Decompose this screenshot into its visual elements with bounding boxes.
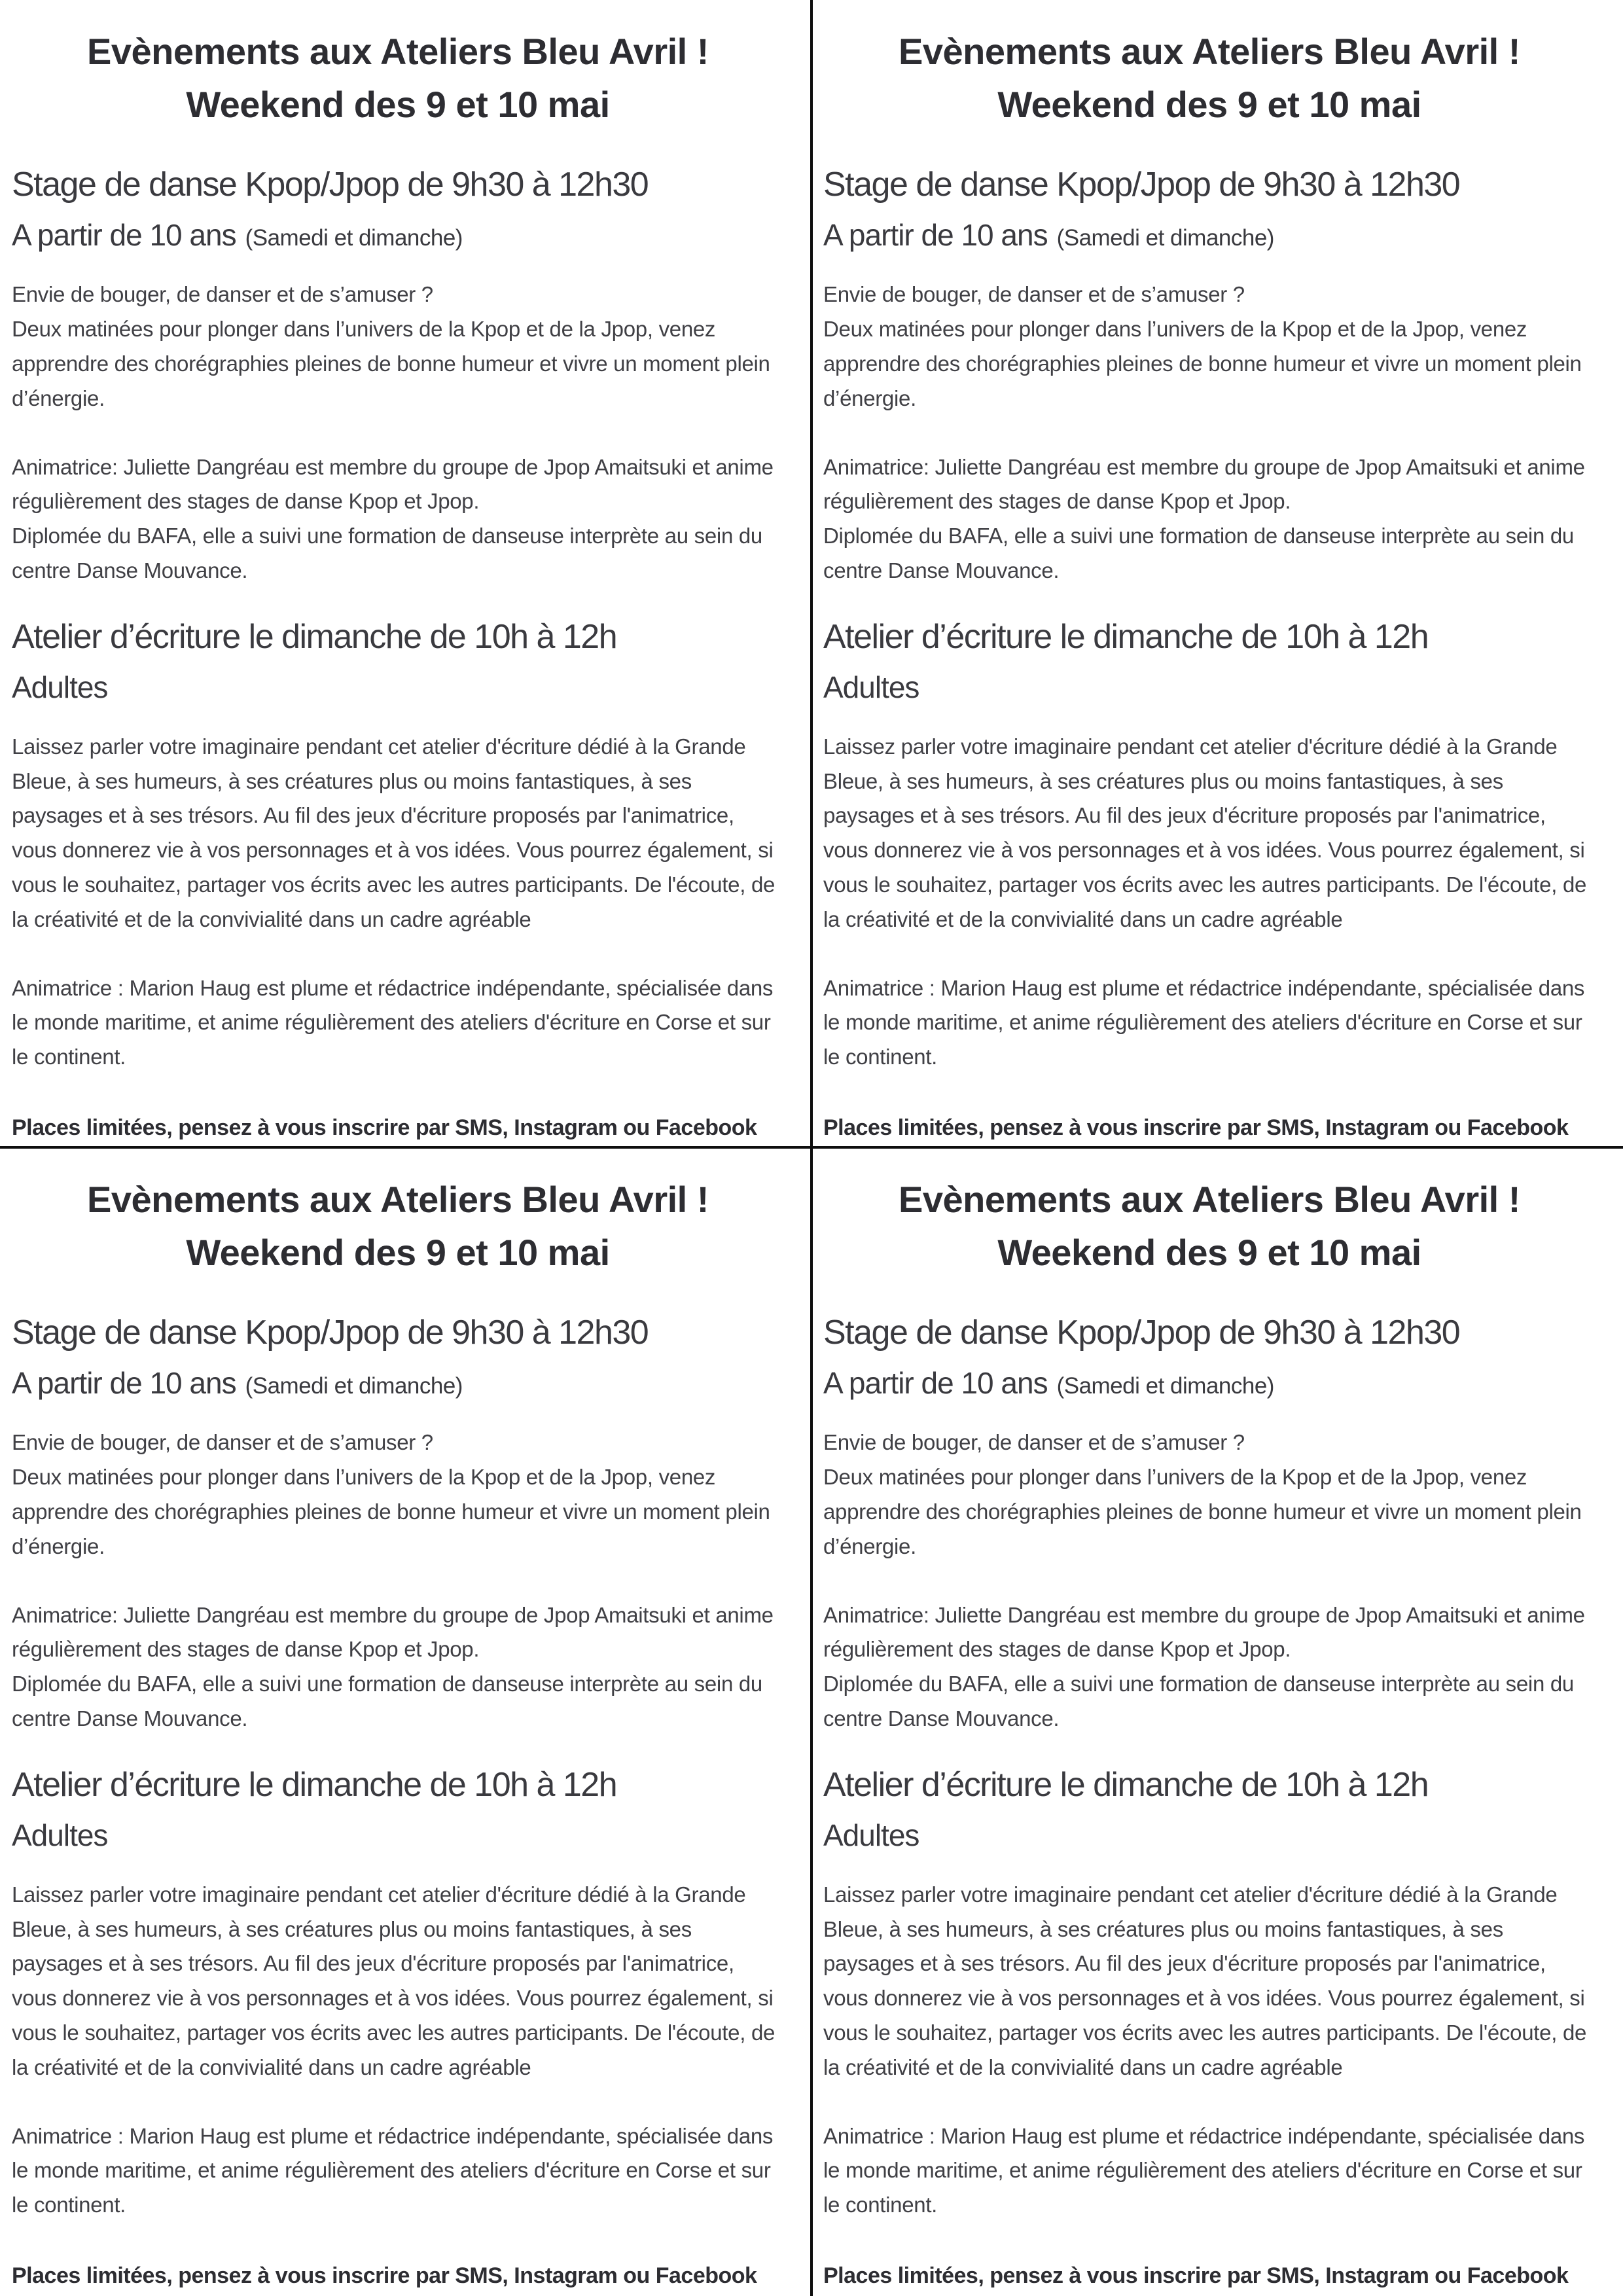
danse-description — [12, 1426, 784, 1564]
danse-audience-age: A partir de 10 ans — [12, 218, 236, 253]
danse-section-heading: Stage de danse Kpop/Jpop de 9h30 à 12h30 — [823, 166, 1460, 204]
flyer-title — [823, 25, 1596, 131]
danse-animator — [823, 450, 1596, 588]
danse-audience-line — [12, 1365, 784, 1401]
danse-animator — [12, 1598, 784, 1736]
flyer-copy-top-right — [812, 0, 1623, 1148]
danse-audience-age: A partir de 10 ans — [823, 1366, 1048, 1401]
danse-days-note: (Samedi et dimanche) — [1056, 1373, 1274, 1399]
danse-body-text: Deux matinées pour plonger dans l’univers de la Kpop et de la Jpop, venez apprendre des chorégraphies pleines de bonne humeur et vivre un moment plein d’énergie. — [12, 1465, 770, 1558]
ecriture-description: Laissez parler votre imaginaire pendant cet atelier d'écriture dédié à la Grande Bleue, à ses humeurs, à ses créatures plus ou moins fantastiques, à ses paysages et à ses trésors. Au fil des jeux d'écriture proposés par l'animatrice, vous donnerez vie à vos personnages et à vos idées. Vous pourrez également, si vous le souhaitez, partager vos écrits avec les autres participants. De l'écoute, de la créativité et de la convivialité dans un cadre agréable — [12, 734, 776, 931]
ecriture-audience-line: Adultes — [823, 670, 919, 704]
flyer-copy-bottom-right — [812, 1148, 1623, 2296]
flyer-title-line1: Evènements aux Ateliers Bleu Avril ! — [899, 1179, 1520, 1220]
danse-body-text: Deux matinées pour plonger dans l’univers de la Kpop et de la Jpop, venez apprendre des chorégraphies pleines de bonne humeur et vivre un moment plein d’énergie. — [823, 317, 1582, 410]
flyer-copy-bottom-left — [0, 1148, 812, 2296]
danse-audience-age: A partir de 10 ans — [823, 218, 1048, 253]
flyer-card — [812, 0, 1623, 1148]
danse-days-note: (Samedi et dimanche) — [1056, 225, 1274, 251]
ecriture-audience-line: Adultes — [823, 1818, 919, 1852]
danse-animator — [12, 450, 784, 588]
danse-days-note: (Samedi et dimanche) — [245, 1373, 463, 1399]
registration-note: Places limitées, pensez à vous inscrire par SMS, Instagram ou Facebook — [823, 1115, 1569, 1140]
flyer-title-line2: Weekend des 9 et 10 mai — [186, 1232, 610, 1274]
flyer-title — [12, 25, 784, 131]
ecriture-animator: Animatrice : Marion Haug est plume et rédactrice indépendante, spécialisée dans le monde maritime, et anime régulièrement des ateliers d'écriture en Corse et sur le continent. — [823, 975, 1585, 1069]
flyer-card — [0, 1148, 812, 2296]
danse-days-note: (Samedi et dimanche) — [245, 225, 463, 251]
ecriture-audience-line: Adultes — [12, 670, 108, 704]
ecriture-section-heading: Atelier d’écriture le dimanche de 10h à 12h — [12, 617, 617, 656]
danse-intro-line: Envie de bouger, de danser et de s’amuser ? — [12, 1430, 433, 1455]
flyer-title-line1: Evènements aux Ateliers Bleu Avril ! — [899, 31, 1520, 72]
flyer-title-line1: Evènements aux Ateliers Bleu Avril ! — [87, 31, 709, 72]
ecriture-description: Laissez parler votre imaginaire pendant cet atelier d'écriture dédié à la Grande Bleue, à ses humeurs, à ses créatures plus ou moins fantastiques, à ses paysages et à ses trésors. Au fil des jeux d'écriture proposés par l'animatrice, vous donnerez vie à vos personnages et à vos idées. Vous pourrez également, si vous le souhaitez, partager vos écrits avec les autres participants. De l'écoute, de la créativité et de la convivialité dans un cadre agréable — [823, 1882, 1587, 2079]
ecriture-animator: Animatrice : Marion Haug est plume et rédactrice indépendante, spécialisée dans le monde maritime, et anime régulièrement des ateliers d'écriture en Corse et sur le continent. — [823, 2123, 1585, 2217]
danse-audience-age: A partir de 10 ans — [12, 1366, 236, 1401]
ecriture-animator: Animatrice : Marion Haug est plume et rédactrice indépendante, spécialisée dans le monde maritime, et anime régulièrement des ateliers d'écriture en Corse et sur le continent. — [12, 975, 774, 1069]
danse-section-heading: Stage de danse Kpop/Jpop de 9h30 à 12h30 — [12, 166, 649, 204]
danse-section-heading: Stage de danse Kpop/Jpop de 9h30 à 12h30 — [823, 1314, 1460, 1352]
danse-intro-line: Envie de bouger, de danser et de s’amuser ? — [823, 282, 1245, 307]
ecriture-section-heading: Atelier d’écriture le dimanche de 10h à 12h — [823, 617, 1429, 656]
ecriture-animator: Animatrice : Marion Haug est plume et rédactrice indépendante, spécialisée dans le monde maritime, et anime régulièrement des ateliers d'écriture en Corse et sur le continent. — [12, 2123, 774, 2217]
danse-animator-line2: Diplomée du BAFA, elle a suivi une formation de danseuse interprète au sein du centre Danse Mouvance. — [12, 524, 762, 583]
ecriture-description: Laissez parler votre imaginaire pendant cet atelier d'écriture dédié à la Grande Bleue, à ses humeurs, à ses créatures plus ou moins fantastiques, à ses paysages et à ses trésors. Au fil des jeux d'écriture proposés par l'animatrice, vous donnerez vie à vos personnages et à vos idées. Vous pourrez également, si vous le souhaitez, partager vos écrits avec les autres participants. De l'écoute, de la créativité et de la convivialité dans un cadre agréable — [823, 734, 1587, 931]
horizontal-cut-line — [0, 1146, 1623, 1149]
danse-description — [823, 278, 1596, 416]
danse-animator-line2: Diplomée du BAFA, elle a suivi une formation de danseuse interprète au sein du centre Danse Mouvance. — [823, 1672, 1574, 1731]
ecriture-section-heading: Atelier d’écriture le dimanche de 10h à 12h — [823, 1765, 1429, 1804]
flyer-card — [0, 0, 812, 1148]
registration-note: Places limitées, pensez à vous inscrire par SMS, Instagram ou Facebook — [12, 2263, 757, 2288]
ecriture-description: Laissez parler votre imaginaire pendant cet atelier d'écriture dédié à la Grande Bleue, à ses humeurs, à ses créatures plus ou moins fantastiques, à ses paysages et à ses trésors. Au fil des jeux d'écriture proposés par l'animatrice, vous donnerez vie à vos personnages et à vos idées. Vous pourrez également, si vous le souhaitez, partager vos écrits avec les autres participants. De l'écoute, de la créativité et de la convivialité dans un cadre agréable — [12, 1882, 776, 2079]
danse-description — [823, 1426, 1596, 1564]
danse-animator-line2: Diplomée du BAFA, elle a suivi une formation de danseuse interprète au sein du centre Danse Mouvance. — [12, 1672, 762, 1731]
flyer-copy-top-left — [0, 0, 812, 1148]
danse-intro-line: Envie de bouger, de danser et de s’amuser ? — [823, 1430, 1245, 1455]
danse-body-text: Deux matinées pour plonger dans l’univers de la Kpop et de la Jpop, venez apprendre des chorégraphies pleines de bonne humeur et vivre un moment plein d’énergie. — [823, 1465, 1582, 1558]
danse-animator-line1: Animatrice: Juliette Dangréau est membre du groupe de Jpop Amaitsuki et anime régulièrement des stages de danse Kpop et Jpop. — [12, 454, 774, 514]
danse-animator-line2: Diplomée du BAFA, elle a suivi une formation de danseuse interprète au sein du centre Danse Mouvance. — [823, 524, 1574, 583]
danse-audience-line — [12, 217, 784, 253]
registration-note: Places limitées, pensez à vous inscrire par SMS, Instagram ou Facebook — [823, 2263, 1569, 2288]
flyer-title — [823, 1173, 1596, 1279]
danse-animator-line1: Animatrice: Juliette Dangréau est membre du groupe de Jpop Amaitsuki et anime régulièrement des stages de danse Kpop et Jpop. — [12, 1602, 774, 1662]
danse-animator-line1: Animatrice: Juliette Dangréau est membre du groupe de Jpop Amaitsuki et anime régulièrement des stages de danse Kpop et Jpop. — [823, 454, 1585, 514]
registration-note: Places limitées, pensez à vous inscrire par SMS, Instagram ou Facebook — [12, 1115, 757, 1140]
flyer-title-line2: Weekend des 9 et 10 mai — [186, 84, 610, 126]
danse-audience-line — [823, 1365, 1596, 1401]
flyer-title-line2: Weekend des 9 et 10 mai — [997, 84, 1421, 126]
flyer-title-line2: Weekend des 9 et 10 mai — [997, 1232, 1421, 1274]
flyer-title — [12, 1173, 784, 1279]
danse-animator-line1: Animatrice: Juliette Dangréau est membre du groupe de Jpop Amaitsuki et anime régulièrement des stages de danse Kpop et Jpop. — [823, 1602, 1585, 1662]
danse-body-text: Deux matinées pour plonger dans l’univers de la Kpop et de la Jpop, venez apprendre des chorégraphies pleines de bonne humeur et vivre un moment plein d’énergie. — [12, 317, 770, 410]
danse-audience-line — [823, 217, 1596, 253]
flyer-card — [812, 1148, 1623, 2296]
danse-section-heading: Stage de danse Kpop/Jpop de 9h30 à 12h30 — [12, 1314, 649, 1352]
danse-intro-line: Envie de bouger, de danser et de s’amuser ? — [12, 282, 433, 307]
flyer-title-line1: Evènements aux Ateliers Bleu Avril ! — [87, 1179, 709, 1220]
danse-description — [12, 278, 784, 416]
danse-animator — [823, 1598, 1596, 1736]
ecriture-section-heading: Atelier d’écriture le dimanche de 10h à 12h — [12, 1765, 617, 1804]
ecriture-audience-line: Adultes — [12, 1818, 108, 1852]
